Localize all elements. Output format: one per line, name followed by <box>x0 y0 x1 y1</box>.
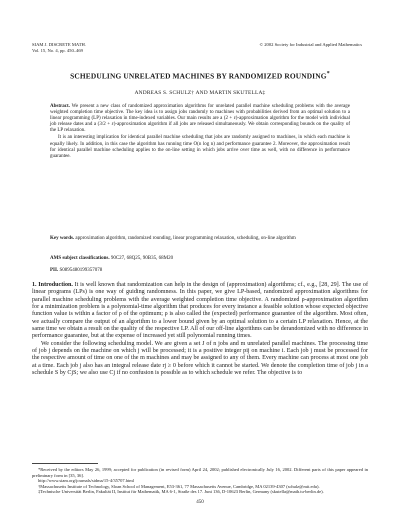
title-footnote-mark: * <box>326 71 330 77</box>
keywords-label: Key words. <box>50 236 75 241</box>
copyright-notice: © 2002 Society for Industrial and Applied Mathematics <box>259 42 362 47</box>
ams-label: AMS subject classifications. <box>50 256 110 261</box>
abstract-text-1: We present a new class of randomized approximation algorithms for unrelated parallel machine scheduling problems with the average weighted completion time objective. The key idea is to assign jobs randomly to machines with probabilities derived from an optimal solution to a linear programming (LP) relaxation in time-indexed variables. Our main results are a (2 + ε)-approximation algorithm for the model with individual job release dates and a (3/2 + ε)-approximation algorithm if all jobs are released simultaneously. We obtain corresponding bounds on the quality of the LP relaxation. <box>50 104 350 134</box>
pii-text: S0895480199357078 <box>59 268 103 273</box>
keywords <box>50 236 350 242</box>
footnote-url: http://www.siam.org/journals/sidma/15-4/35707.html <box>38 478 134 483</box>
abstract <box>50 104 350 161</box>
footnote-rule <box>32 463 98 464</box>
footnotes <box>32 467 368 495</box>
ams-text: 90C27, 68Q25, 90B35, 68M20 <box>110 256 174 261</box>
intro-text-1: It is well known that randomization can help in the design of (approximation) algorithms; cf., e.g., [28, 29]. The use of linear programs (LPs) is one way of guiding randomness. In this paper, we give LP-based, randomized approximation algorithms for parallel machine scheduling problems with the average weighted completion time objective. A randomized ρ-approximation algorithm for a minimization problem is a polynomial-time algorithm that produces for every instance a feasible solution whose expected objective function value is within a factor of ρ of the optimum; ρ is also called the (expected) performance guarantee of the algorithm. Most often, we actually compare the output of an algorithm to a lower bound given by an optimal solution to a certain LP relaxation. Hence, at the same time we obtain a result on the quality of the respective LP. All of our off-line algorithms can be derandomized with no difference in performance guarantee, but at the expense of increased yet still polynomial running times. <box>32 282 368 340</box>
footnote-received-text: *Received by the editors May 26, 1999; accepted for publication (in revised form) April 24, 2002; published electronically July 16, 2002. Different parts of this paper appeared in preliminary form in [35, 36]. <box>32 467 368 478</box>
journal-name: SIAM J. DISCRETE MATH. <box>32 42 86 47</box>
journal-volume: Vol. 15, No. 4, pp. 450–469 <box>32 47 83 53</box>
paper-authors: ANDREAS S. SCHULZ† AND MARTIN SKUTELLA‡ <box>134 90 266 96</box>
page-number: 450 <box>196 500 204 505</box>
intro-paragraph-1 <box>32 282 368 341</box>
footnote-author-2: ‡Technische Universität Berlin, Fakultät II, Institut für Mathematik, MA 6-1, Straße des 17. Juni 136, D-10623 Berlin, Germany (skutella@math.tu-berlin.de). <box>38 489 324 494</box>
footnote-author-1: †Massachusetts Institute of Technology, Sloan School of Management, E53-361, 77 Massachusetts Avenue, Cambridge, MA 02139-4307 (schulz@mit.edu). <box>38 483 320 489</box>
title-text: SCHEDULING UNRELATED MACHINES BY RANDOMIZED ROUNDING <box>70 71 327 81</box>
pii-identifier <box>50 268 350 273</box>
section-introduction <box>32 282 368 377</box>
ams-classification <box>50 256 350 261</box>
abstract-label: Abstract. <box>50 104 70 109</box>
pii-label: PII. <box>50 268 59 273</box>
abstract-paragraph-2: It is an interesting implication for identical parallel machine scheduling that jobs are randomly assigned to machines, in which each machine is equally likely. In addition, in this case the algorithm has running time O(n log n) and performance guarantee 2. Moreover, the approximation result for identical parallel machine scheduling applies to the on-line setting in which jobs arrive over time as well, with no difference in performance guarantee. <box>50 135 350 159</box>
abstract-paragraph-1 <box>50 104 350 134</box>
section-heading: 1. Introduction. <box>32 282 73 288</box>
intro-paragraph-2: We consider the following scheduling model. We are given a set J of n jobs and m unrelated parallel machines. The processing time of job j depends on the machine on which j will be processed; it is a positive integer pij on machine i. Each job j must be processed for the respective amount of time on one of the m machines and may be assigned to any of them. Every machine can process at most one job at a time. Each job j also has an integral release date rj ≥ 0 before which it cannot be started. We denote the completion time of job j in a schedule S by CjS; we also use Cj if no confusion is possible as to which schedule we refer. The objective is to <box>32 340 368 377</box>
journal-citation <box>32 42 86 53</box>
paper-title <box>40 70 360 80</box>
footnote-received <box>32 467 368 478</box>
keywords-text: approximation algorithm, randomized rounding, linear programming relaxation, scheduling, on-line algorithm <box>75 236 296 241</box>
